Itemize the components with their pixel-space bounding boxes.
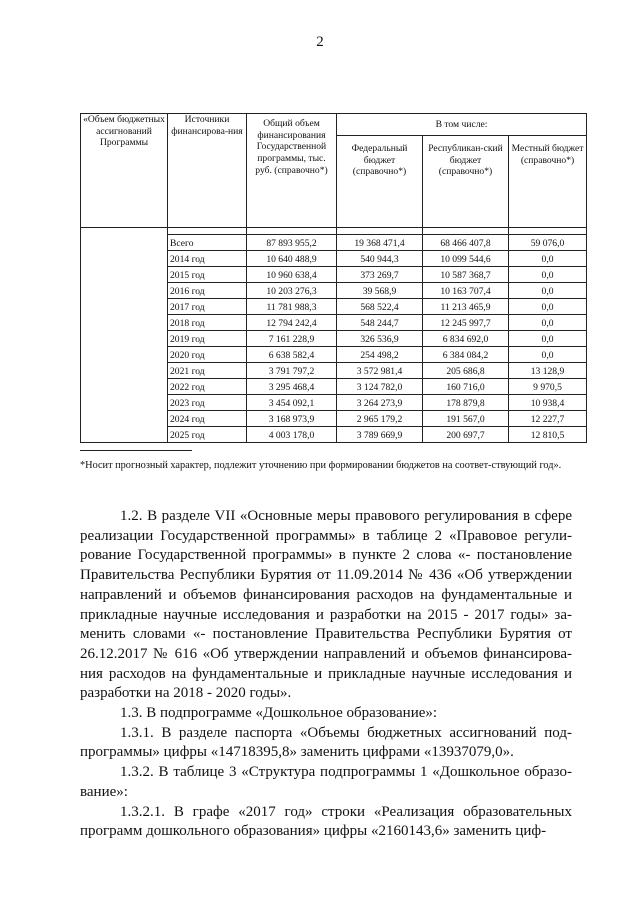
local-value: 13 128,9 — [509, 363, 587, 379]
total-value: 11 781 988,3 — [247, 299, 337, 315]
total-value: 4 003 178,0 — [247, 427, 337, 443]
total-value: 10 203 276,3 — [247, 283, 337, 299]
header-program-allocations: «Объем бюджетных ассигнований Программы — [81, 114, 168, 228]
republic-value: 6 384 084,2 — [423, 347, 509, 363]
federal-value: 19 368 471,4 — [337, 235, 423, 251]
header-including: В том числе: — [337, 114, 587, 136]
footnote-rule — [80, 450, 192, 451]
republic-value: 6 834 692,0 — [423, 331, 509, 347]
total-value: 3 295 468,4 — [247, 379, 337, 395]
total-value: 6 638 582,4 — [247, 347, 337, 363]
local-value: 12 227,7 — [509, 411, 587, 427]
total-value: 87 893 955,2 — [247, 235, 337, 251]
row-label: 2024 год — [168, 411, 247, 427]
republic-value: 200 697,7 — [423, 427, 509, 443]
federal-value: 3 264 273,9 — [337, 395, 423, 411]
paragraph: 1.3.1. В разделе паспорта «Объемы бюджетных ассигнований под-программы» цифры «14718395,8» заменить цифрами «13937079,0». — [80, 724, 572, 761]
republic-value: 10 163 707,4 — [423, 283, 509, 299]
federal-value: 3 789 669,9 — [337, 427, 423, 443]
republic-value: 10 587 368,7 — [423, 267, 509, 283]
header-republic-budget: Республикан-ский бюджет (справочно*) — [423, 136, 509, 228]
row-label: 2016 год — [168, 283, 247, 299]
local-value: 0,0 — [509, 331, 587, 347]
local-value: 0,0 — [509, 347, 587, 363]
local-value: 59 076,0 — [509, 235, 587, 251]
federal-value: 254 498,2 — [337, 347, 423, 363]
budget-table — [80, 113, 587, 443]
page-number: 2 — [316, 34, 324, 50]
header-total-funding: Общий объем финансирования Государственной программы, тыс. руб. (справочно*) — [247, 114, 337, 228]
row-label: 2018 год — [168, 315, 247, 331]
row-label: 2025 год — [168, 427, 247, 443]
federal-value: 3 572 981,4 — [337, 363, 423, 379]
paragraph: 1.3.2.1. В графе «2017 год» строки «Реализация образовательных программ дошкольного образования» цифры «2160143,6» заменить циф- — [80, 803, 572, 840]
republic-value: 191 567,0 — [423, 411, 509, 427]
total-value: 10 640 488,9 — [247, 251, 337, 267]
row-label: Всего — [168, 235, 247, 251]
federal-value: 326 536,9 — [337, 331, 423, 347]
republic-value: 12 245 997,7 — [423, 315, 509, 331]
footnote: *Носит прогнозный характер, подлежит уточнению при формировании бюджетов на соответ-ствующий год». — [80, 460, 562, 471]
local-value: 0,0 — [509, 315, 587, 331]
header-local-budget: Местный бюджет (справочно*) — [509, 136, 587, 228]
paragraph: 1.3. В подпрограмме «Дошкольное образование»: — [120, 705, 438, 722]
local-value: 9 970,5 — [509, 379, 587, 395]
federal-value: 548 244,7 — [337, 315, 423, 331]
local-value: 12 810,5 — [509, 427, 587, 443]
row-label: 2014 год — [168, 251, 247, 267]
row-label: 2019 год — [168, 331, 247, 347]
header-federal-budget: Федеральный бюджет (справочно*) — [337, 136, 423, 228]
paragraph: 1.2. В разделе VII «Основные меры правового регулирования в сфере реализации Государственной программы» в таблице 2 «Правовое регули-рование Государственной программы» в пункте 2 слова «- постановление Правительства Республики Бурятия от 11.09.2014 № 436 «Об утверждении направлений и объемов финансирования расходов на фундаментальные и прикладные научные исследования и разработки на 2015 - 2017 годы» за-менить словами «- постановление Правительства Республики Бурятия от 26.12.2017 № 616 «Об утверждении направлений и объемов финансирова-ния расходов на фундаментальные и прикладные научные исследования и разработки на 2018 - 2020 годы». — [80, 508, 572, 702]
header-funding-sources: Источники финансирова-ния — [168, 114, 247, 228]
row-label: 2020 год — [168, 347, 247, 363]
local-value: 0,0 — [509, 251, 587, 267]
federal-value: 2 965 179,2 — [337, 411, 423, 427]
republic-value: 68 466 407,8 — [423, 235, 509, 251]
federal-value: 373 269,7 — [337, 267, 423, 283]
local-value: 0,0 — [509, 283, 587, 299]
row-label: 2022 год — [168, 379, 247, 395]
republic-value: 178 879,8 — [423, 395, 509, 411]
federal-value: 3 124 782,0 — [337, 379, 423, 395]
federal-value: 39 568,9 — [337, 283, 423, 299]
federal-value: 540 944,3 — [337, 251, 423, 267]
republic-value: 205 686,8 — [423, 363, 509, 379]
total-value: 3 454 092,1 — [247, 395, 337, 411]
republic-value: 160 716,0 — [423, 379, 509, 395]
total-value: 12 794 242,4 — [247, 315, 337, 331]
local-value: 10 938,4 — [509, 395, 587, 411]
total-value: 10 960 638,4 — [247, 267, 337, 283]
row-label: 2015 год — [168, 267, 247, 283]
amendment-text — [80, 507, 572, 842]
local-value: 0,0 — [509, 267, 587, 283]
program-column-cell — [81, 228, 168, 443]
local-value: 0,0 — [509, 299, 587, 315]
row-label: 2023 год — [168, 395, 247, 411]
republic-value: 11 213 465,9 — [423, 299, 509, 315]
paragraph: 1.3.2. В таблице 3 «Структура подпрограммы 1 «Дошкольное образо-вание»: — [80, 764, 572, 800]
total-value: 3 791 797,2 — [247, 363, 337, 379]
total-value: 7 161 228,9 — [247, 331, 337, 347]
republic-value: 10 099 544,6 — [423, 251, 509, 267]
row-label: 2017 год — [168, 299, 247, 315]
row-label: 2021 год — [168, 363, 247, 379]
federal-value: 568 522,4 — [337, 299, 423, 315]
total-value: 3 168 973,9 — [247, 411, 337, 427]
